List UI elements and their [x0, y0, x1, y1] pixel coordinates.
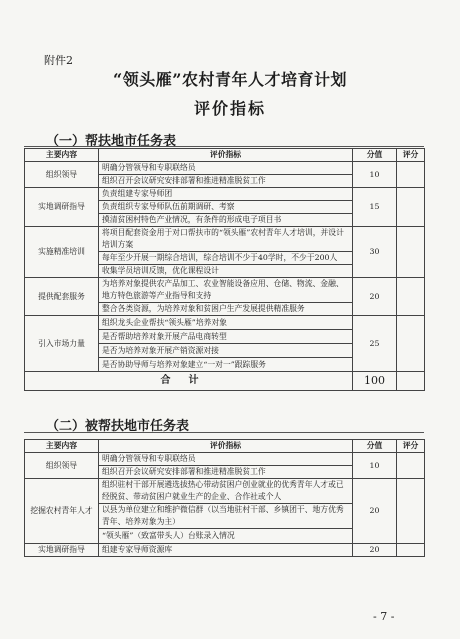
table-row [25, 188, 425, 201]
indicator-cell: 负责组建专家导师团 [99, 188, 353, 201]
header-score: 分值 [353, 149, 397, 162]
indicator-cell: 明确分管领导和专职联络员 [99, 162, 353, 175]
score-cell: 20 [353, 479, 397, 544]
indicator-cell: 为培养对象提供农产品加工、农业智能设备应用、仓储、物流、金融、地方特色旅游等产业指导和支持 [99, 278, 353, 303]
evaluation-cell[interactable] [397, 544, 425, 557]
total-row [25, 372, 425, 391]
indicator-cell: 组织驻村干部开展遴选拔热心带动贫困户创业就业的优秀青年人才或已经脱贫、带动贫困户就业生产的企业、合作社或个人 [99, 479, 353, 504]
header-eval: 评分 [397, 440, 425, 453]
indicator-cell: 组织龙头企业帮扶“领头雁”培养对象 [99, 316, 353, 330]
indicator-cell: 是否为培养对象开展产销资源对接 [99, 344, 353, 358]
header-indicator: 评价指标 [99, 440, 353, 453]
main-content-cell: 实施精准培训 [25, 227, 99, 278]
main-content-cell: 提供配套服务 [25, 278, 99, 316]
evaluation-cell[interactable] [397, 162, 425, 188]
score-cell: 20 [353, 544, 397, 557]
main-content-cell: 组织领导 [25, 162, 99, 188]
table-1-header [25, 149, 425, 162]
total-value: 100 [353, 372, 397, 391]
indicator-cell: 负责组织专家导师队伍前期调研、考察 [99, 201, 353, 214]
score-cell: 15 [353, 188, 397, 227]
table-1-body [25, 162, 425, 391]
table-row [25, 162, 425, 175]
header-main: 主要内容 [25, 440, 99, 453]
header-eval: 评分 [397, 149, 425, 162]
score-cell: 30 [353, 227, 397, 278]
indicator-cell: 将项目配套资金用于对口帮扶市的“领头雁”农村青年人才培训，并设计培训方案 [99, 227, 353, 252]
header-indicator: 评价指标 [99, 149, 353, 162]
table-row [25, 316, 425, 330]
table-row [25, 479, 425, 504]
indicator-cell: 是否协助导师与培养对象建立“一对一”跟踪服务 [99, 358, 353, 372]
document-subtitle: 评价指标 [193, 99, 266, 118]
table-row [25, 227, 425, 252]
evaluation-cell[interactable] [397, 188, 425, 227]
score-cell: 10 [353, 162, 397, 188]
table-2-header [25, 440, 425, 453]
table-1 [24, 148, 425, 391]
indicator-cell: 以县为单位建立和维护微信群（以当地驻村干部、乡镇团干、地方优秀青年、培养对象为主） [99, 504, 353, 529]
evaluation-cell[interactable] [397, 453, 425, 479]
section-2-title: （二）被帮扶地市任务表 [46, 419, 190, 434]
main-content-cell: 实地调研指导 [25, 188, 99, 227]
section-1-rule [24, 146, 424, 147]
section-1-title: （一）帮扶地市任务表 [46, 134, 177, 149]
score-cell: 20 [353, 278, 397, 316]
score-cell: 10 [353, 453, 397, 479]
indicator-cell: 整合各类资源，为培养对象和贫困户生产发展提供精准服务 [99, 303, 353, 316]
document-title: “领头雁”农村青年人才培育计划 [113, 70, 347, 89]
main-content-cell: 挖掘农村青年人才 [25, 479, 99, 544]
indicator-cell: 每年至少开展一期综合培训，综合培训不少于40学时，不少于200人 [99, 252, 353, 265]
table-row [25, 278, 425, 303]
section-2-rule [24, 432, 424, 433]
evaluation-cell[interactable] [397, 278, 425, 316]
page-number: - 7 - [373, 610, 395, 623]
evaluation-cell[interactable] [397, 316, 425, 372]
attachment-label: 附件2 [44, 54, 73, 67]
indicator-cell: 明确分管领导和专职联络员 [99, 453, 353, 466]
table-2 [24, 439, 425, 557]
indicator-cell: 组建专家导师资源库 [99, 544, 353, 557]
indicator-cell: 组织召开会议研究安排部署和推进精准脱贫工作 [99, 175, 353, 188]
indicator-cell: 是否帮助培养对象开展产品电商转型 [99, 330, 353, 344]
evaluation-cell[interactable] [397, 227, 425, 278]
indicator-cell: 收集学员培训反馈，优化课程设计 [99, 265, 353, 278]
main-content-cell: 引入市场力量 [25, 316, 99, 372]
indicator-cell: “领头雁”（致富带头人）台账录入情况 [99, 529, 353, 544]
table-row [25, 453, 425, 466]
indicator-cell: 摸清贫困村特色产业情况，有条件的形成电子项目书 [99, 214, 353, 227]
main-content-cell: 实地调研指导 [25, 544, 99, 557]
evaluation-cell[interactable] [397, 479, 425, 544]
header-main: 主要内容 [25, 149, 99, 162]
table-row [25, 544, 425, 557]
indicator-cell: 组织召开会议研究安排部署和推进精准脱贫工作 [99, 466, 353, 479]
main-content-cell: 组织领导 [25, 453, 99, 479]
total-label: 合计 [25, 372, 353, 391]
table-2-body [25, 453, 425, 557]
header-score: 分值 [353, 440, 397, 453]
score-cell: 25 [353, 316, 397, 372]
total-evaluation-cell[interactable] [397, 372, 425, 391]
